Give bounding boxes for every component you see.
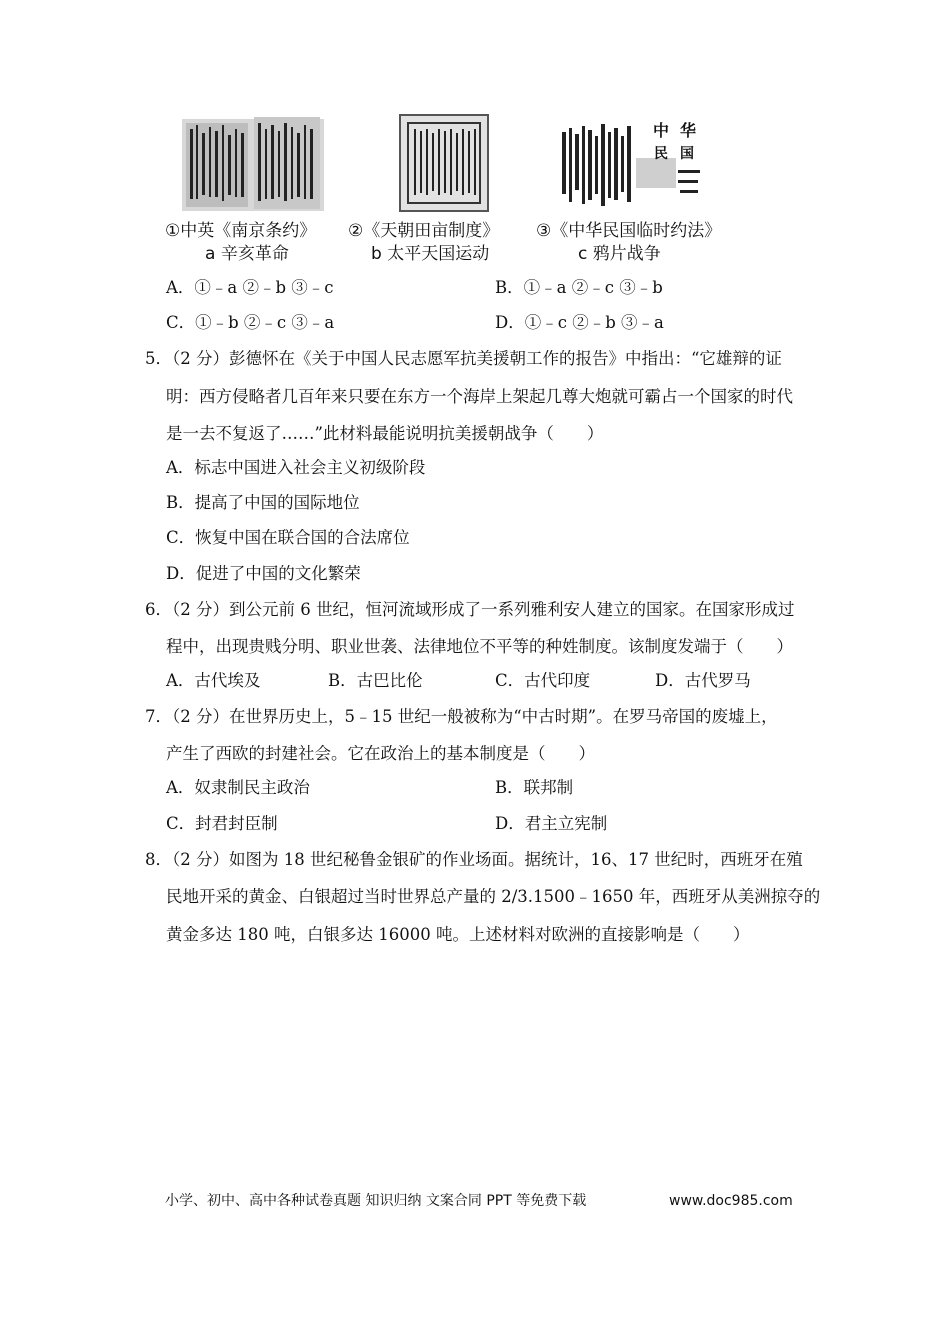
q4-option-a: A．①﹣a ②﹣b ③﹣c xyxy=(166,278,334,297)
q6-option-d: D．古代罗马 xyxy=(655,671,751,690)
q8-line-3: 黄金多达 180 吨，白银多达 16000 吨。上述材料对欧洲的直接影响是（ ） xyxy=(166,925,750,944)
q5-line-2: 明：西方侵略者几百年来只要在东方一个海岸上架起几尊大炮就可霸占一个国家的时代 xyxy=(166,387,793,406)
caption-2: ②《天朝田亩制度》 xyxy=(348,221,500,241)
q5-option-d: D．促进了中国的文化繁荣 xyxy=(166,564,361,583)
svg-text:中: 中 xyxy=(653,121,670,140)
footer-text: 小学、初中、高中各种试卷真题 知识归纳 文案合同 PPT 等免费下载 xyxy=(165,1193,587,1209)
svg-text:华: 华 xyxy=(680,121,697,140)
q6-option-b: B．古巴比伦 xyxy=(328,671,423,690)
caption-3: ③《中华民国临时约法》 xyxy=(536,221,722,241)
q6-option-a: A．古代埃及 xyxy=(166,671,261,690)
q5-option-a: A．标志中国进入社会主义初级阶段 xyxy=(166,458,426,477)
q6-line-2: 程中，出现贵贱分明、职业世袭、法律地位不平等的种姓制度。该制度发端于（ ） xyxy=(166,637,793,656)
q8-line-2: 民地开采的黄金、白银超过当时世界总产量的 2/3.1500﹣1650 年，西班牙从美洲掠夺的 xyxy=(166,887,821,906)
q8-line-1: 8．（2 分）如图为 18 世纪秘鲁金银矿的作业场面。据统计，16、17 世纪时，西班牙在殖 xyxy=(145,850,803,869)
q6-option-c: C．古代印度 xyxy=(495,671,591,690)
tag-a: a 辛亥革命 xyxy=(205,244,289,264)
svg-text:国: 国 xyxy=(680,146,694,162)
q5-line-1: 5．（2 分）彭德怀在《关于中国人民志愿军抗美援朝工作的报告》中指出：“它雄辩的证 xyxy=(145,349,782,368)
q5-option-b: B．提高了中国的国际地位 xyxy=(166,493,360,512)
q7-option-b: B．联邦制 xyxy=(495,778,574,797)
q5-option-c: C．恢复中国在联合国的合法席位 xyxy=(166,528,410,547)
provisional-constitution-image xyxy=(558,118,708,214)
q7-line-1: 7．（2 分）在世界历史上，5﹣15 世纪一般被称为“中古时期”。在罗马帝国的废墟上， xyxy=(145,707,778,726)
q7-option-d: D．君主立宪制 xyxy=(495,814,608,833)
q5-line-3: 是一去不复返了……”此材料最能说明抗美援朝战争（ ） xyxy=(166,424,604,443)
tag-b: b 太平天国运动 xyxy=(371,244,490,264)
tianchao-land-system-image xyxy=(398,113,490,213)
footer-link[interactable]: www.doc985.com xyxy=(669,1193,793,1209)
q6-line-1: 6．（2 分）到公元前 6 世纪，恒河流域形成了一系列雅利安人建立的国家。在国家形成过 xyxy=(145,600,795,619)
tag-c: c 鸦片战争 xyxy=(578,244,661,264)
nanjing-treaty-image xyxy=(182,115,324,213)
q4-option-c: C．①﹣b ②﹣c ③﹣a xyxy=(166,313,335,332)
svg-text:民: 民 xyxy=(654,146,668,162)
caption-1: ①中英《南京条约》 xyxy=(165,221,317,241)
q7-option-a: A．奴隶制民主政治 xyxy=(166,778,310,797)
q4-option-b: B．①﹣a ②﹣c ③﹣b xyxy=(495,278,663,297)
q7-option-c: C．封君封臣制 xyxy=(166,814,278,833)
q7-line-2: 产生了西欧的封建社会。它在政治上的基本制度是（ ） xyxy=(166,744,595,763)
q4-option-d: D．①﹣c ②﹣b ③﹣a xyxy=(495,313,664,332)
